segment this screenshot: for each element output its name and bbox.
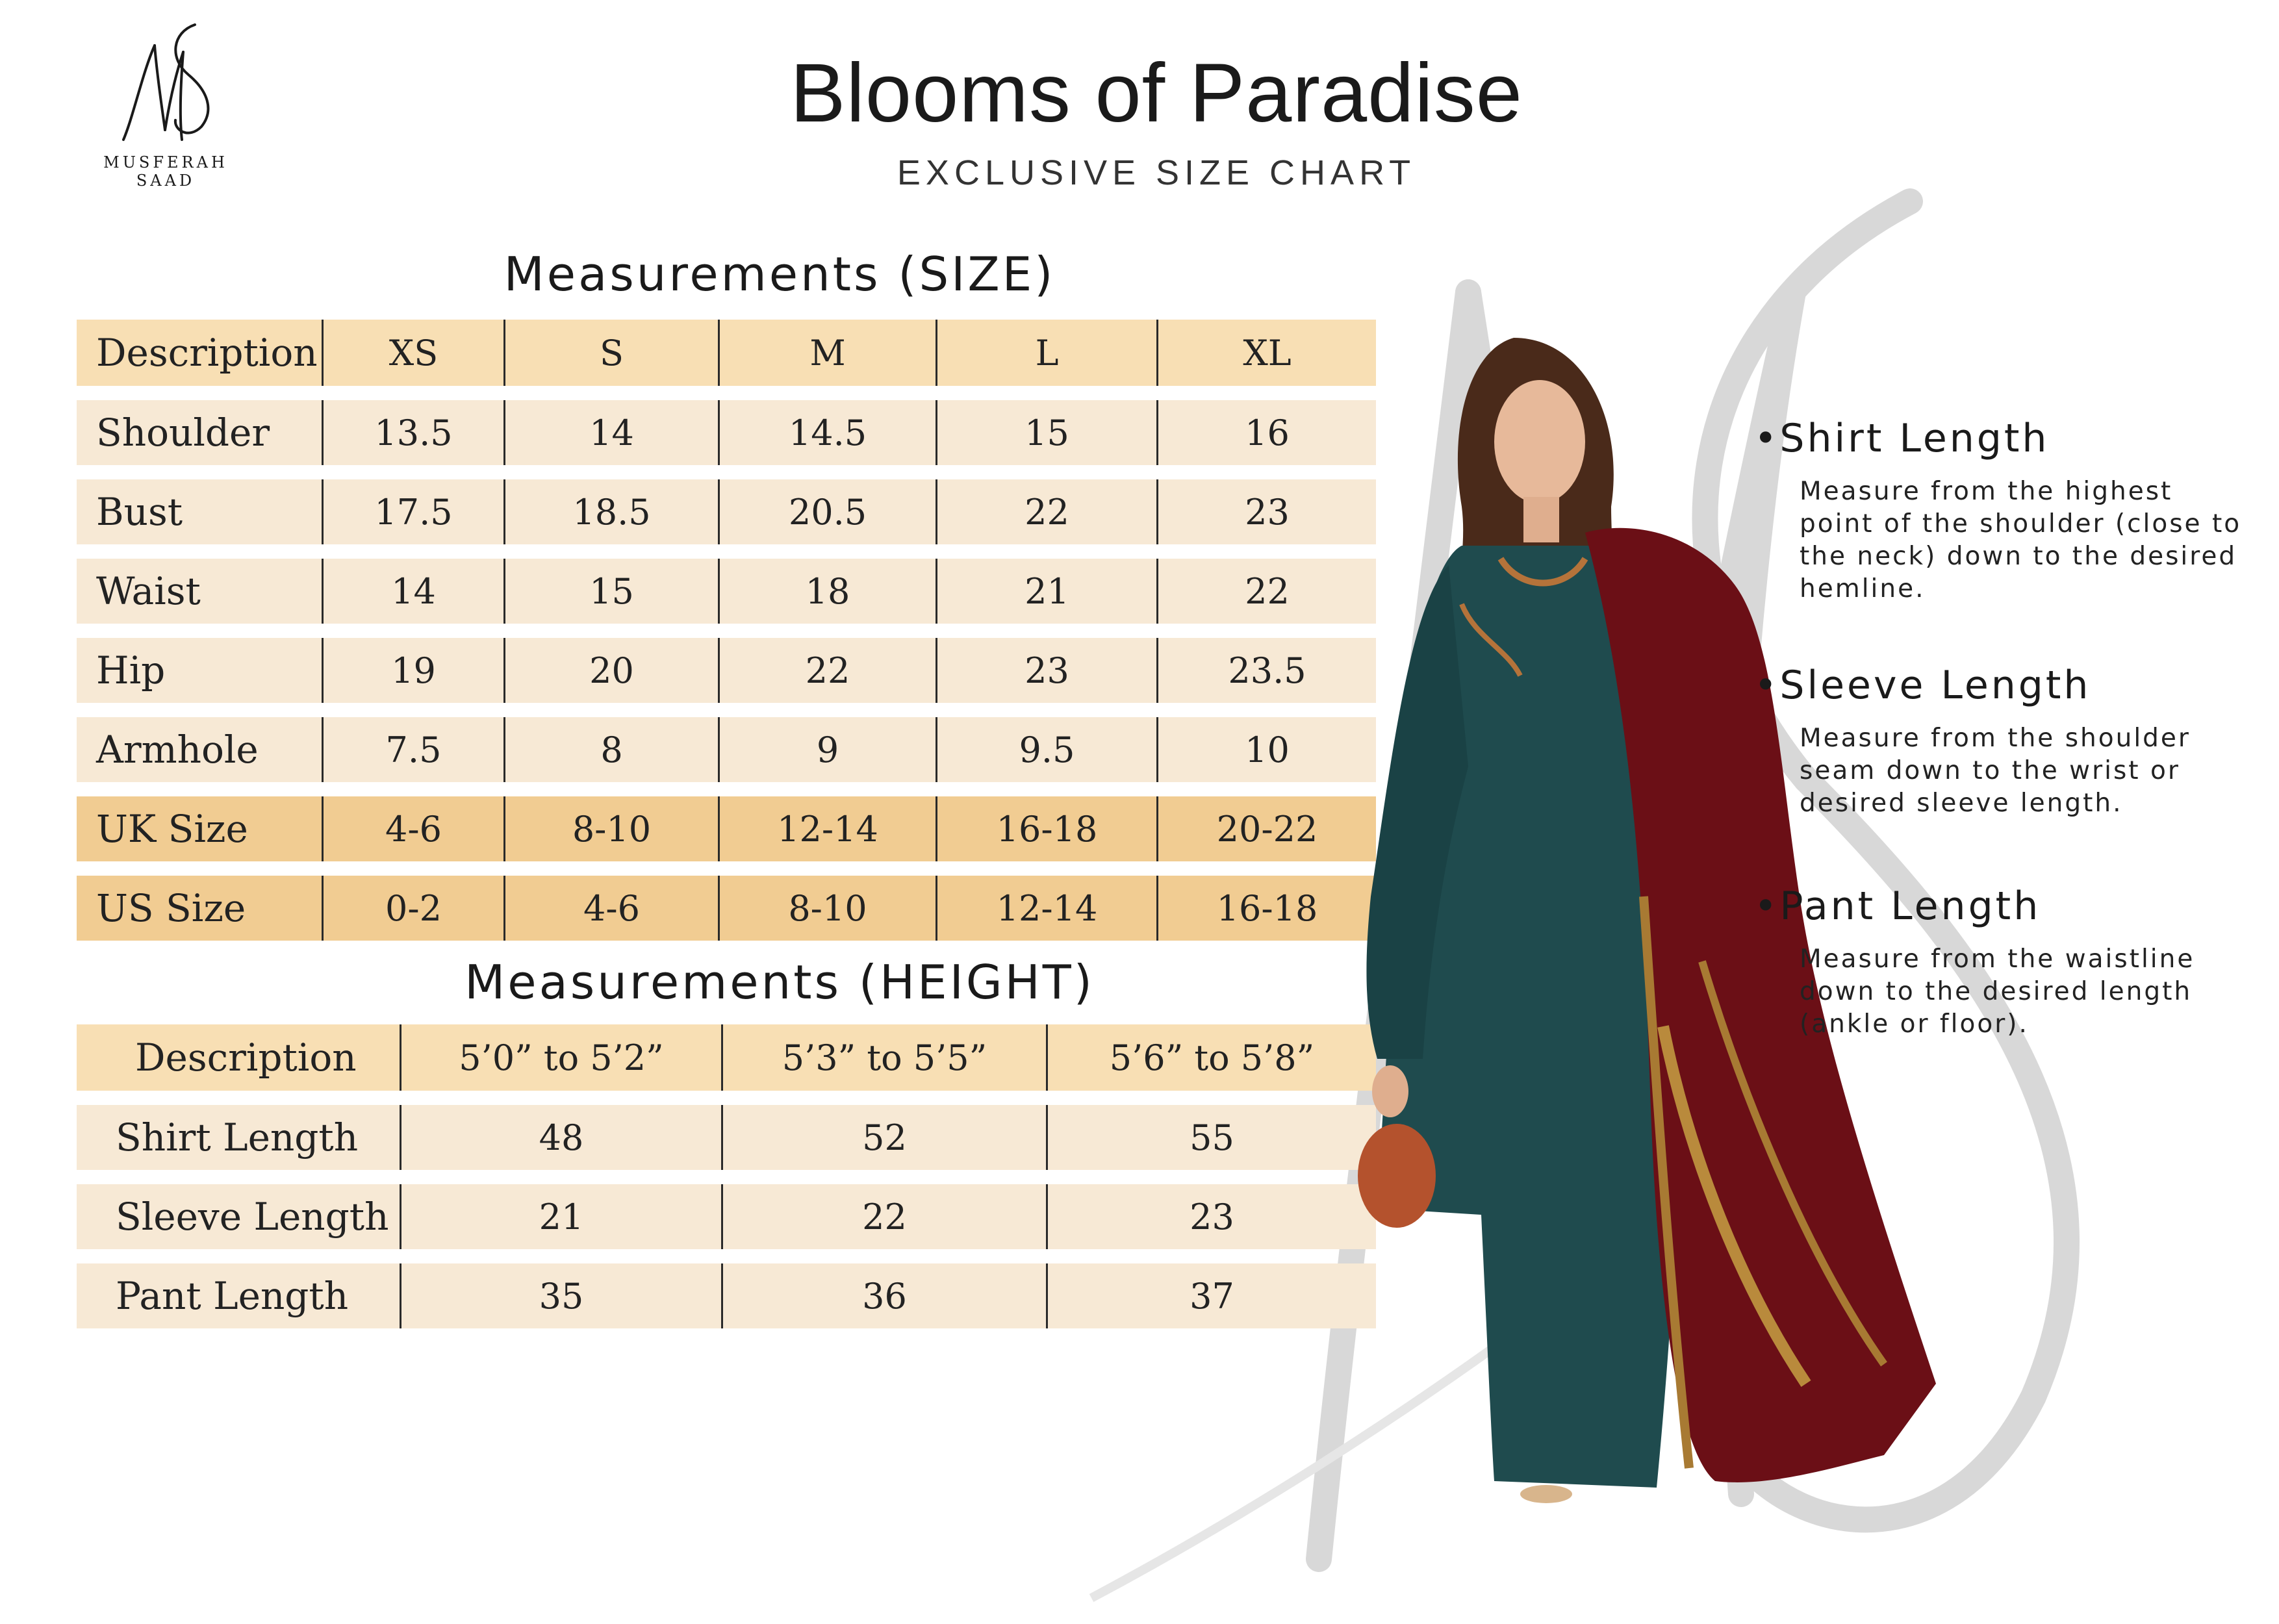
table-cell: 36: [723, 1263, 1048, 1328]
header-cell: Description: [77, 320, 324, 386]
table-cell: 52: [723, 1105, 1048, 1170]
row-label: Shoulder: [77, 400, 324, 465]
table-cell: 18: [720, 559, 937, 624]
table-cell: 7.5: [324, 717, 505, 782]
table-cell: 23: [1048, 1184, 1376, 1249]
row-label: Bust: [77, 479, 324, 544]
instruction-sleeve-length: [1754, 663, 2248, 820]
header-cell: 5’0” to 5’2”: [401, 1024, 723, 1091]
height-table: [77, 1010, 1376, 1343]
instruction-text: Measure from the shoulder seam down to the wrist or desired sleeve length.: [1800, 724, 2191, 818]
table-cell: 14: [505, 400, 720, 465]
height-table-title: Measurements (HEIGHT): [465, 955, 1095, 1009]
table-cell: 9: [720, 717, 937, 782]
table-row: [77, 559, 1376, 624]
table-cell: 22: [1158, 559, 1376, 624]
table-cell: 8-10: [720, 876, 937, 941]
page-subtitle: EXCLUSIVE SIZE CHART: [897, 153, 1416, 192]
table-cell: 12-14: [720, 796, 937, 861]
header-cell: XS: [324, 320, 505, 386]
size-table-header-row: [77, 320, 1376, 386]
table-cell: 12-14: [937, 876, 1158, 941]
header-cell: S: [505, 320, 720, 386]
row-label: Shirt Length: [77, 1105, 401, 1170]
table-cell: 23: [1158, 479, 1376, 544]
table-cell: 22: [723, 1184, 1048, 1249]
table-cell: 16-18: [937, 796, 1158, 861]
table-cell: 8: [505, 717, 720, 782]
table-cell: 10: [1158, 717, 1376, 782]
table-cell: 22: [937, 479, 1158, 544]
table-cell: 20.5: [720, 479, 937, 544]
row-label: Waist: [77, 559, 324, 624]
page-title: Blooms of Paradise: [790, 47, 1523, 140]
row-label: Sleeve Length: [77, 1184, 401, 1249]
table-cell: 16-18: [1158, 876, 1376, 941]
table-cell: 37: [1048, 1263, 1376, 1328]
table-row: [77, 479, 1376, 544]
table-cell: 48: [401, 1105, 723, 1170]
size-table: [77, 305, 1376, 955]
table-row: [77, 400, 1376, 465]
height-table-header-row: [77, 1024, 1376, 1091]
table-cell: 16: [1158, 400, 1376, 465]
table-row: [77, 1184, 1376, 1249]
row-label: Pant Length: [77, 1263, 401, 1328]
row-label: Hip: [77, 638, 324, 703]
header-cell: 5’6” to 5’8”: [1048, 1024, 1376, 1091]
table-cell: 17.5: [324, 479, 505, 544]
table-row: [77, 1263, 1376, 1328]
table-row: [77, 1105, 1376, 1170]
header-cell: M: [720, 320, 937, 386]
table-cell: 20-22: [1158, 796, 1376, 861]
table-cell: 14: [324, 559, 505, 624]
header-cell: 5’3” to 5’5”: [723, 1024, 1048, 1091]
table-cell: 15: [505, 559, 720, 624]
table-cell: 4-6: [324, 796, 505, 861]
brand-logo: [71, 13, 260, 190]
table-row: [77, 717, 1376, 782]
table-row: [77, 638, 1376, 703]
table-cell: 13.5: [324, 400, 505, 465]
row-label: Armhole: [77, 717, 324, 782]
table-cell: 20: [505, 638, 720, 703]
table-row: [77, 876, 1376, 941]
table-cell: 9.5: [937, 717, 1158, 782]
instruction-pant-length: [1754, 883, 2248, 1041]
instruction-text: Measure from the highest point of the shoulder (close to the neck) down to the desired hemline.: [1800, 477, 2242, 603]
table-cell: 55: [1048, 1105, 1376, 1170]
instruction-title: •Shirt Length: [1754, 416, 2050, 461]
instruction-title: •Pant Length: [1754, 883, 2041, 929]
table-cell: 4-6: [505, 876, 720, 941]
table-cell: 22: [720, 638, 937, 703]
table-cell: 21: [937, 559, 1158, 624]
header-cell: XL: [1158, 320, 1376, 386]
header-cell: L: [937, 320, 1158, 386]
header-cell: Description: [77, 1024, 401, 1091]
table-cell: 14.5: [720, 400, 937, 465]
row-label: US Size: [77, 876, 324, 941]
table-cell: 23.5: [1158, 638, 1376, 703]
table-cell: 0-2: [324, 876, 505, 941]
table-row: [77, 796, 1376, 861]
table-cell: 19: [324, 638, 505, 703]
table-cell: 18.5: [505, 479, 720, 544]
table-cell: 21: [401, 1184, 723, 1249]
size-table-title: Measurements (SIZE): [503, 247, 1056, 301]
table-cell: 23: [937, 638, 1158, 703]
instruction-shirt-length: [1754, 416, 2248, 605]
instruction-text: Measure from the waistline down to the desired length (ankle or floor).: [1800, 945, 2195, 1039]
table-cell: 15: [937, 400, 1158, 465]
row-label: UK Size: [77, 796, 324, 861]
ms-monogram-icon: [97, 13, 234, 149]
table-cell: 8-10: [505, 796, 720, 861]
instruction-title: •Sleeve Length: [1754, 663, 2091, 708]
brand-name: MUSFERAH SAAD: [103, 153, 228, 190]
table-cell: 35: [401, 1263, 723, 1328]
